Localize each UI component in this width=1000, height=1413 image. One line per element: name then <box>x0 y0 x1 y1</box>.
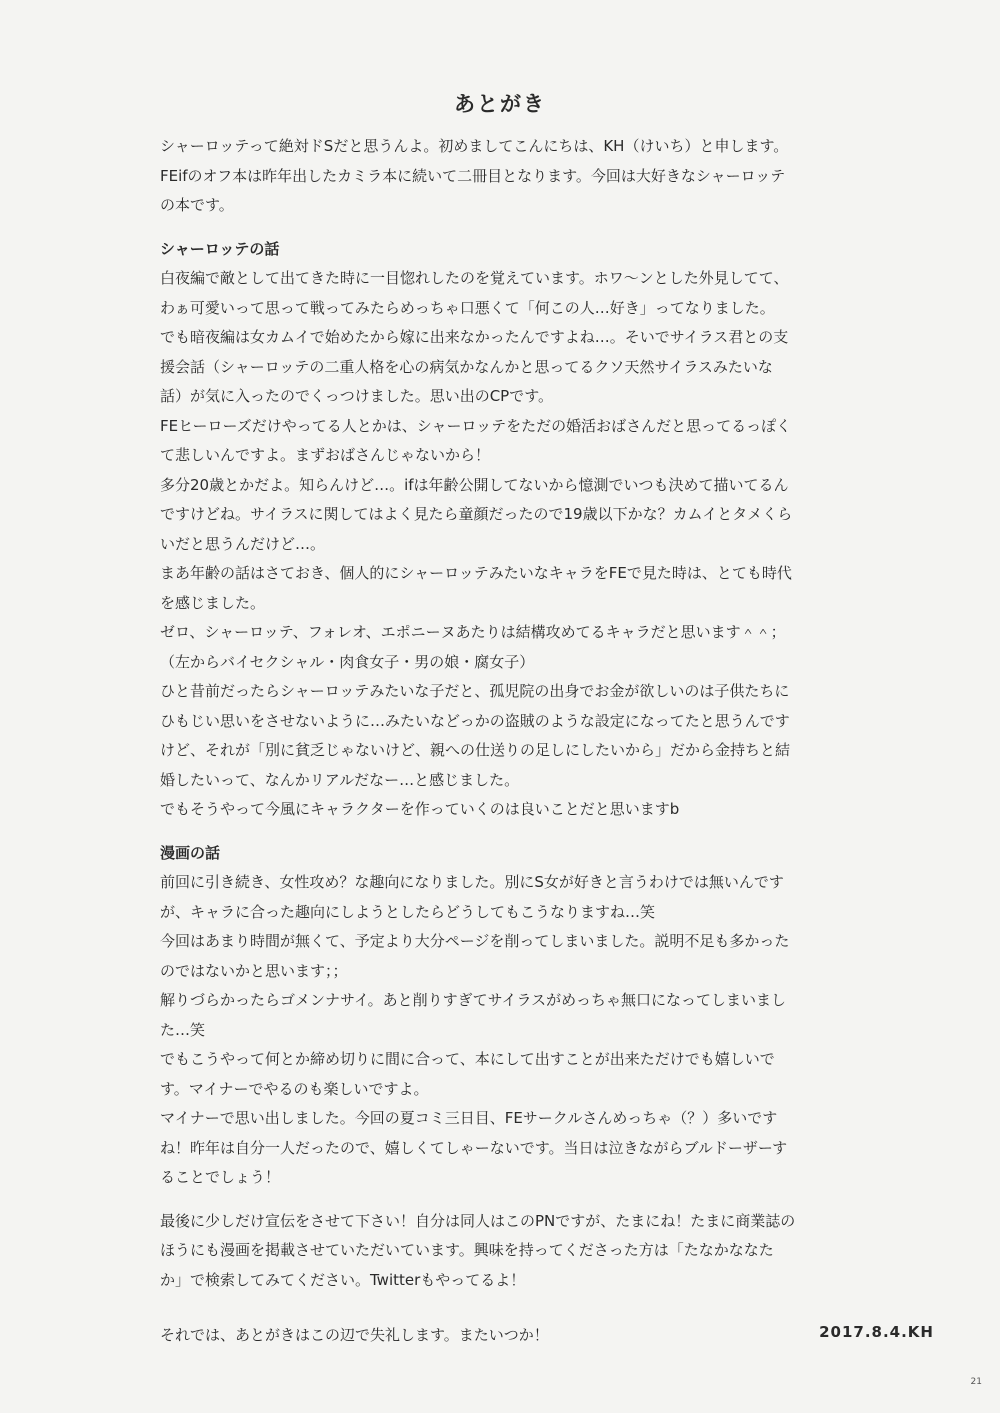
text-line: ですけどね。サイラスに関してはよく見たら童顔だったので19歳以下かな？カムイとタメくら <box>160 505 793 523</box>
section-charlotte-text <box>160 264 885 825</box>
text-line: まあ年齢の話はさておき、個人的にシャーロッテみたいなキャラをFEで見た時は、とても時代 <box>160 564 792 582</box>
text-line: 解りづらかったらゴメンナサイ。あと削りすぎてサイラスがめっちゃ無口になってしまいまし <box>160 991 786 1009</box>
text-line: のではないかと思います；； <box>160 961 348 980</box>
text-line: を感じました。 <box>160 593 266 612</box>
text-line: 話）が気に入ったのでくっつけました。思い出のCPです。 <box>160 387 554 405</box>
text-line: ゼロ、シャーロッテ、フォレオ、エポニーヌあたりは結構攻めてるキャラだと思います＾＾； <box>160 623 786 641</box>
text-line: （左からバイセクシャル・肉食女子・男の娘・腐女子） <box>160 652 535 671</box>
text-line: 今回はあまり時間が無くて、予定より大分ページを削ってしまいました。説明不足も多かった <box>160 932 790 950</box>
page-number: 21 <box>970 1377 982 1387</box>
text-line: FEifのオフ本は昨年出したカミラ本に続いて二冊目となります。今回は大好きなシャーロッテ <box>160 166 786 185</box>
signature-date: 2017.8.4.KH <box>819 1323 934 1341</box>
closing-line: それでは、あとがきはこの辺で失礼します。またいつか！ <box>160 1326 549 1344</box>
text-line: 多分20歳とかだよ。知らんけど…。ifは年齢公開してないから憶測でいつも決めて描いてるん <box>160 475 789 494</box>
text-line: て悲しいんですよ。まずおばさんじゃないから！ <box>160 446 491 464</box>
text-line: ひもじい思いをさせないように…みたいなどっかの盗賊のような設定になってたと思うんです <box>160 711 790 730</box>
text-line: FEヒーローズだけやってる人とかは、シャーロッテをただの婚活おばさんだと思ってるっぽく <box>160 416 792 435</box>
text-line: ほうにも漫画を掲載させていただいています。興味を持ってくださった方は「たなかななた <box>160 1241 774 1259</box>
text-line: 婚したいって、なんかリアルだなー…と感じました。 <box>160 770 520 789</box>
text-line: けど、それが「別に貧乏じゃないけど、親への仕送りの足しにしたいから」だから金持ちと結 <box>160 741 791 759</box>
page-title: あとがき <box>454 92 546 116</box>
text-line: す。マイナーでやるのも楽しいですよ。 <box>160 1079 429 1098</box>
section-heading-charlotte: シャーロッテの話 <box>160 239 280 258</box>
text-line: シャーロッテって絶対ドSだと思うんよ。初めましてこんにちは、KH（けいち）と申します。 <box>160 137 789 155</box>
text-line: が、キャラに合った趣向にしようとしたらどうしてもこうなりますね…笑 <box>160 902 656 921</box>
intro-paragraph <box>160 132 885 221</box>
section-manga-text <box>160 868 885 1193</box>
text-line: でも暗夜編は女カムイで始めたから嫁に出来なかったんですよね…。そいでサイラス君との支 <box>160 328 789 346</box>
text-line: 最後に少しだけ宣伝をさせて下さい！自分は同人はこのPNですが、たまにね！たまに商業誌の <box>160 1211 796 1230</box>
text-line: の本です。 <box>160 196 234 214</box>
text-line: いだと思うんだけど…。 <box>160 534 326 553</box>
text-line: マイナーで思い出しました。今回の夏コミ三日目、FEサークルさんめっちゃ（？）多いです <box>160 1109 778 1127</box>
text-line: 援会話（シャーロッテの二重人格を心の病気かなんかと思ってるクソ天然サイラスみたいな <box>160 357 773 376</box>
text-line: ることでしょう！ <box>160 1168 281 1186</box>
text-line: た…笑 <box>160 1020 206 1039</box>
ad-paragraph <box>160 1207 885 1296</box>
text-line: 白夜編で敵として出てきた時に一目惚れしたのを覚えています。ホワ～ンとした外見してて、 <box>160 269 789 287</box>
text-line: でもこうやって何とか締め切りに間に合って、本にして出すことが出来ただけでも嬉しいで <box>160 1050 775 1068</box>
text-line: でもそうやって今風にキャラクターを作っていくのは良いことだと思いますb <box>160 800 680 818</box>
spacer <box>160 1193 885 1207</box>
text-line: わぁ可愛いって思って戦ってみたらめっちゃ口悪くて「何この人…好き」ってなりました。 <box>160 298 775 317</box>
text-line: ね！昨年は自分一人だったので、嬉しくてしゃーないです。当日は泣きながらブルドーザーす <box>160 1138 788 1157</box>
text-line: ひと昔前だったらシャーロッテみたいな子だと、孤児院の出身でお金が欲しいのは子供たちに <box>160 682 790 700</box>
section-heading-manga: 漫画の話 <box>160 843 221 862</box>
text-line: か」で検索してみてください。Twitterもやってるよ！ <box>160 1270 526 1289</box>
text-line: 前回に引き続き、女性攻め？な趣向になりました。別にS女が好きと言うわけでは無いんです <box>160 873 784 891</box>
spacer <box>160 1295 885 1321</box>
afterword-body <box>160 132 885 1351</box>
